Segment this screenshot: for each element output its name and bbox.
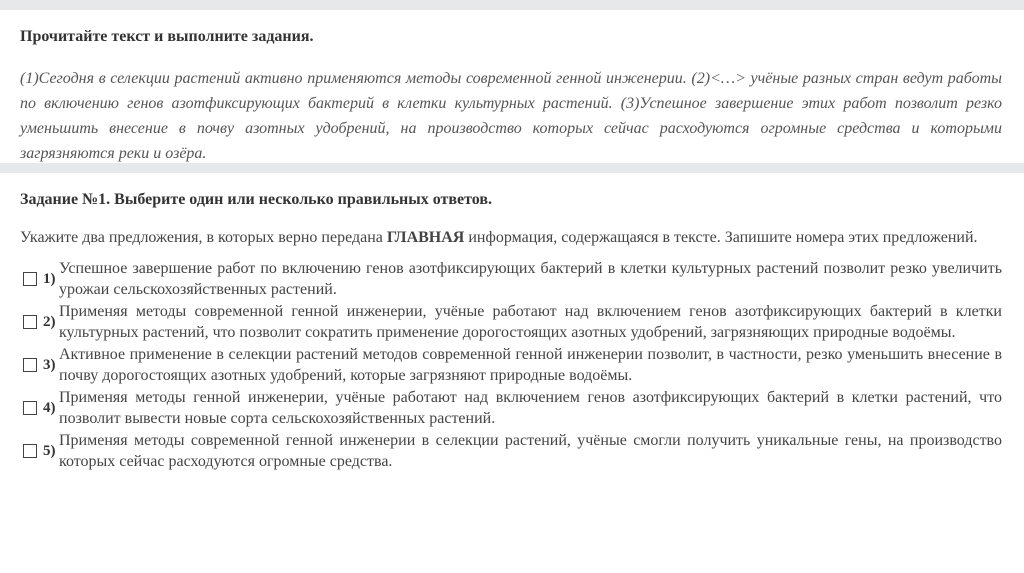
option-5-text: Применяя методы современной генной инженерии в селекции растений, учёные смогли получить уникальные гены, на производство которых сейчас расходуются огромные средства. <box>59 432 1002 470</box>
option-4 <box>20 387 1002 429</box>
option-4-checkbox[interactable] <box>23 401 37 415</box>
top-divider <box>0 0 1024 10</box>
option-4-number: 4) <box>43 399 56 416</box>
option-3 <box>20 344 1002 386</box>
answer-options <box>20 258 1002 472</box>
option-5-number: 5) <box>43 442 56 459</box>
reading-heading: Прочитайте текст и выполните задания. <box>20 28 314 45</box>
question-text-before: Укажите два предложения, в которых верно передана <box>20 229 387 246</box>
option-1 <box>20 258 1002 300</box>
question-emphasis: ГЛАВНАЯ <box>386 229 465 246</box>
option-3-text: Активное применение в селекции растений методов современной генной инженерии позволит, в частности, резко уменьшить внесение в почву дорогостоящих азотных удобрений, которые загрязняют природные водоёмы. <box>59 346 1002 384</box>
task-section <box>0 173 1024 472</box>
task-question <box>20 228 1002 248</box>
option-3-number: 3) <box>43 356 56 373</box>
option-1-number: 1) <box>43 270 56 287</box>
option-1-checkbox[interactable] <box>23 272 37 286</box>
question-text-after: информация, содержащаяся в тексте. Запишите номера этих предложений. <box>464 229 978 246</box>
option-5-checkbox[interactable] <box>23 444 37 458</box>
task-title: Задание №1. Выберите один или несколько правильных ответов. <box>20 191 493 208</box>
option-3-checkbox[interactable] <box>23 358 37 372</box>
option-2-checkbox[interactable] <box>23 315 37 329</box>
option-2 <box>20 301 1002 343</box>
option-4-text: Применяя методы генной инженерии, учёные работают над включением генов азотфиксирующих бактерий в клетки растений, что позволит вывести новые сорта сельскохозяйственных растений. <box>59 389 1002 427</box>
option-2-number: 2) <box>43 313 56 330</box>
option-5 <box>20 430 1002 472</box>
reading-section <box>0 10 1024 163</box>
option-1-text: Успешное завершение работ по включению генов азотфиксирующих бактерий в клетки культурных растений позволит резко увеличить урожаи сельскохозяйственных растений. <box>59 260 1002 298</box>
option-2-text: Применяя методы современной генной инженерии, учёные работают над включением генов азотфиксирующих бактерий в клетки культурных растений, что позволит сократить применение дорогостоящих азотных удобрений, загрязняющих природные водоёмы. <box>59 303 1002 341</box>
reading-passage: (1)Сегодня в селекции растений активно применяются методы современной генной инженерии. (2)<…> учёные разных стран ведут работы по включению генов азотфиксирующих бактерий в клетки культурных растений. (3)Успешное завершение этих работ позволит резко уменьшить внесение в почву азотных удобрений, на производство которых сейчас расходуются огромные средства и которыми загрязняются реки и озёра. <box>20 70 1002 162</box>
